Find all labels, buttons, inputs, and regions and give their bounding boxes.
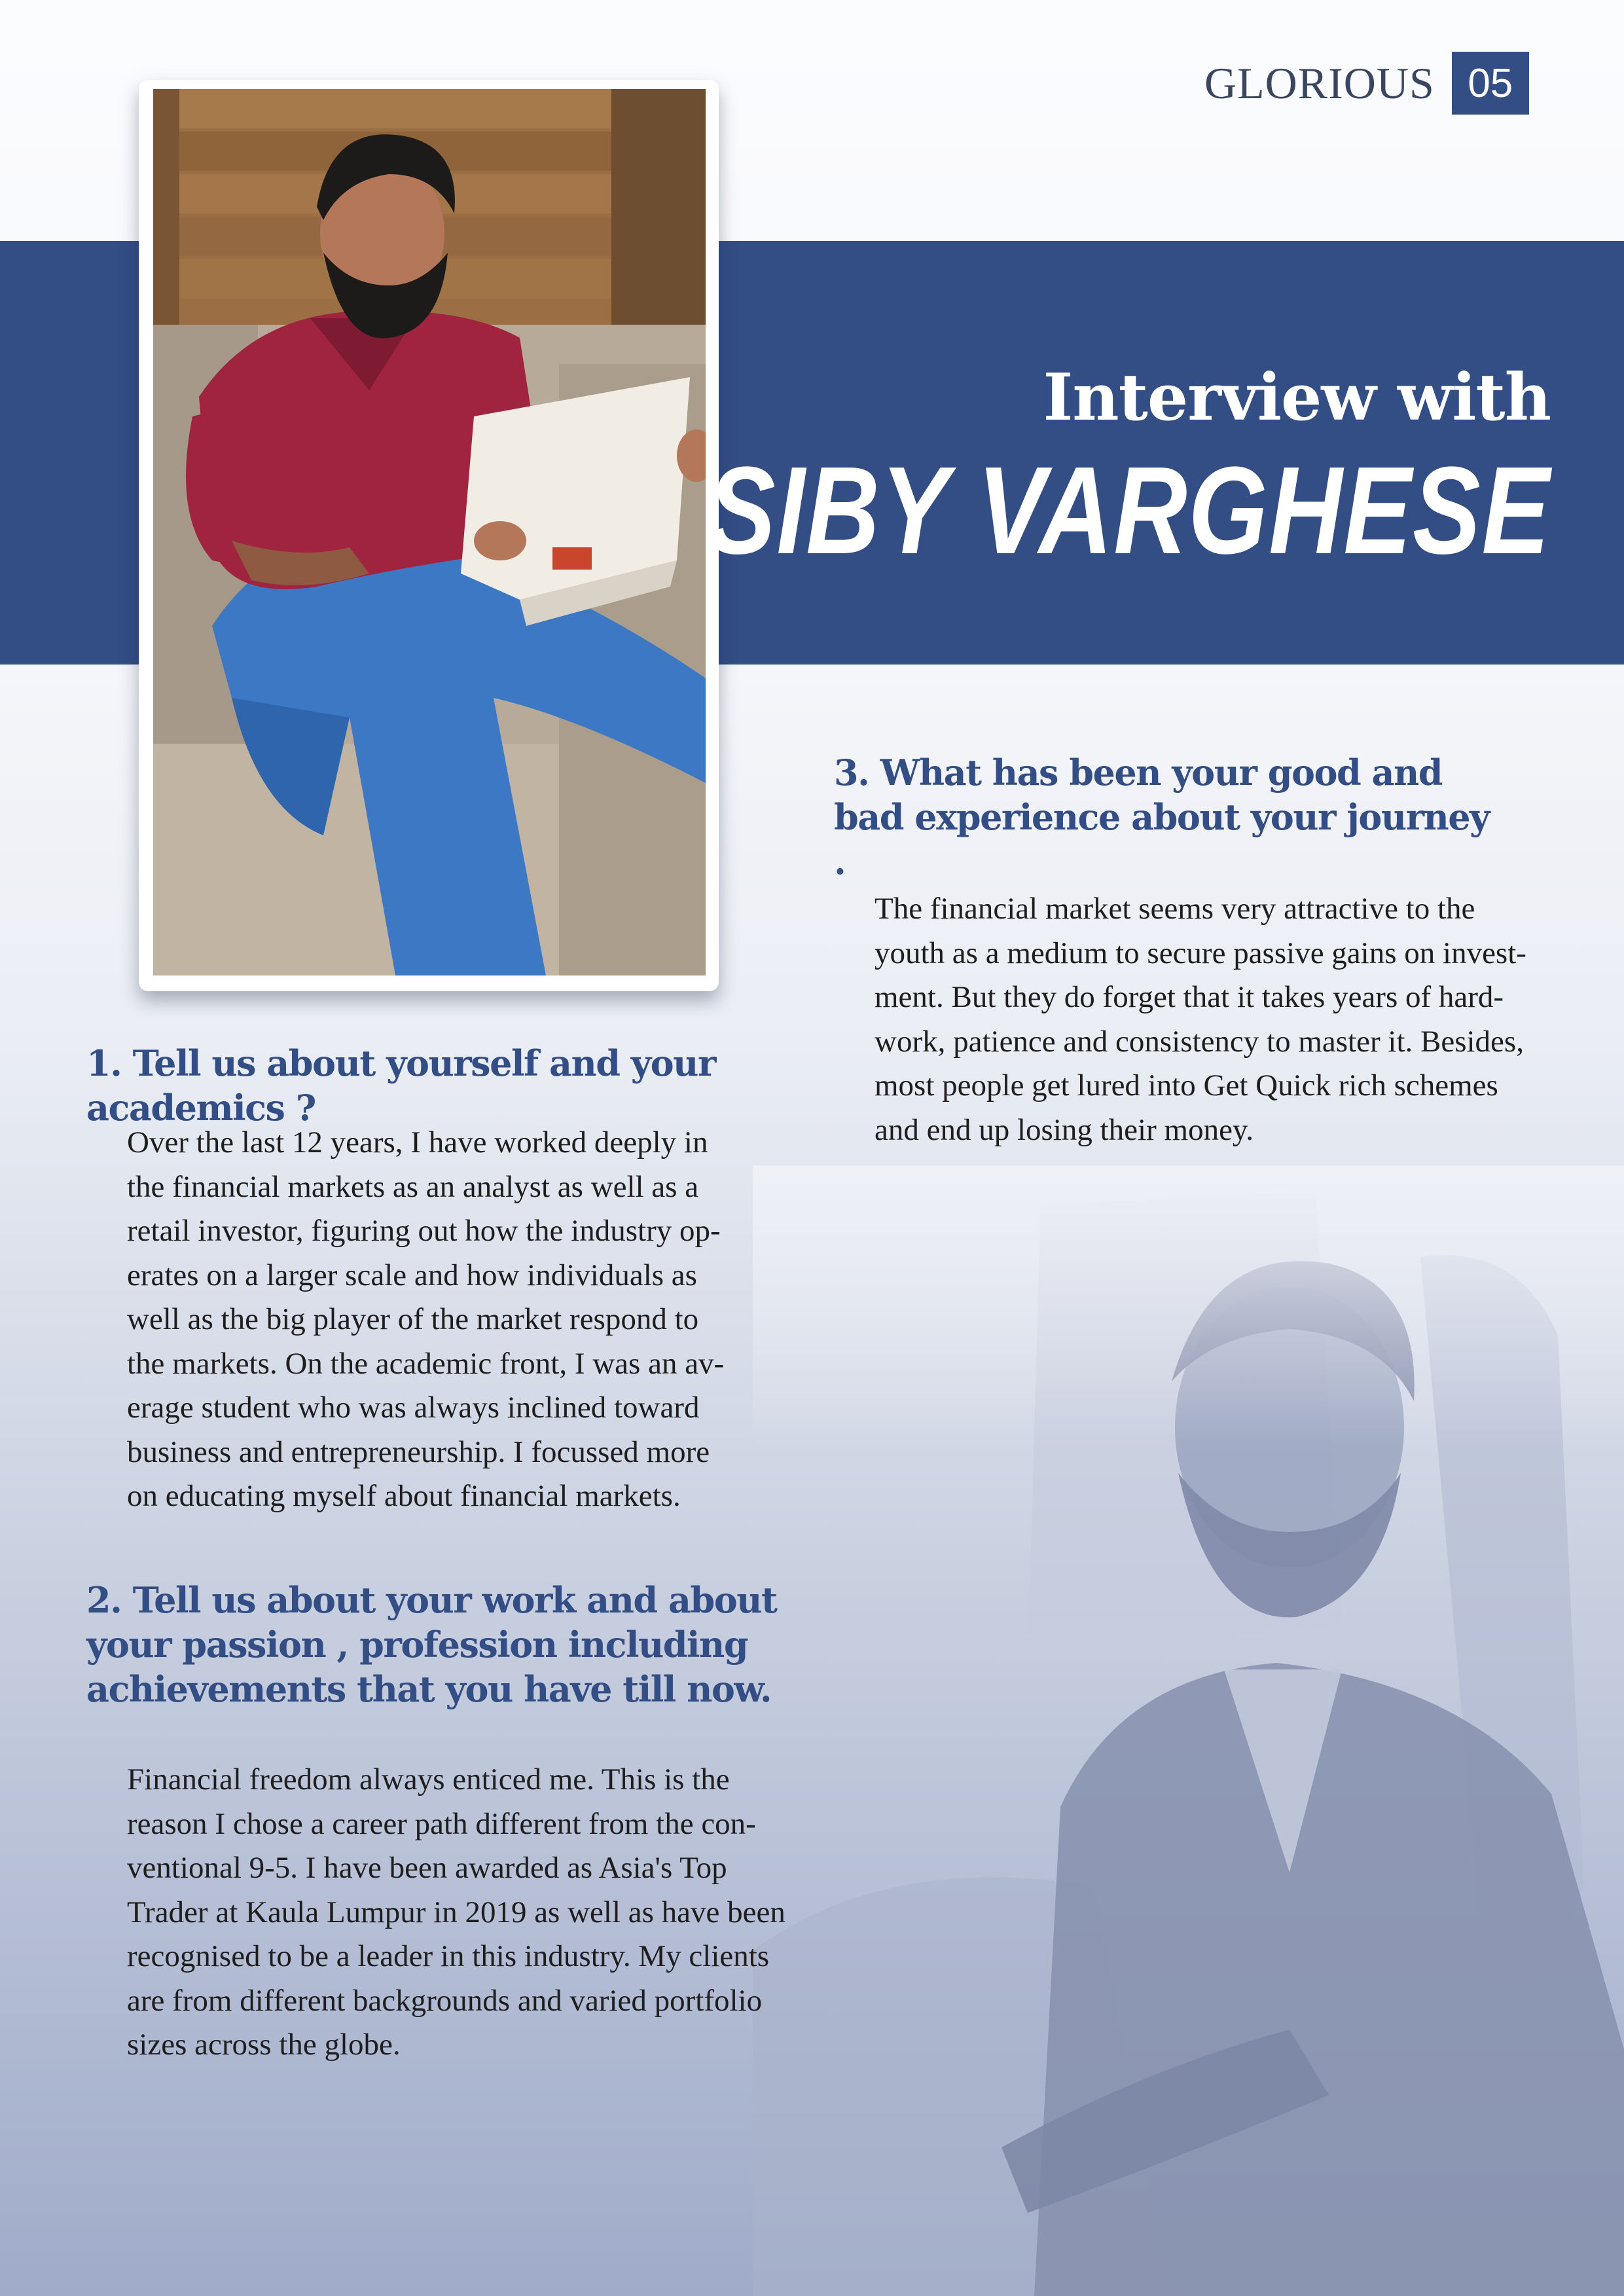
page-number: 05 — [1452, 52, 1529, 115]
portrait-photo — [153, 89, 706, 975]
magazine-logo — [1204, 51, 1529, 115]
question-2: 2. Tell us about your work and about your passion , profession including achievements that you have till now. — [86, 1579, 777, 1710]
interviewee-name: SIBY VARGHESE — [707, 441, 1551, 580]
answer-1: Over the last 12 years, I have worked deeply in the financial markets as an analyst as well as a retail investor, figuring out how the industry op- erates on a larger scale and how individuals as well as the big player of the market respond to the markets. On the academic front, I was an av- erage student who was always inclined toward business and entrepreneurship. I focussed more on educating myself about financial markets. — [127, 1125, 725, 1513]
question-3: 3. What has been your good and bad experience about your journey . — [834, 752, 1490, 883]
answer-2: Financial freedom always enticed me. This is the reason I chose a career path different from the con- ventional 9-5. I have been awarded as Asia's Top Trader at Kaula Lumpur in 2019 as well as have been recognised to be a leader in this industry. My clients are from different backgrounds and varied portfolio sizes across the globe. — [127, 1762, 785, 2062]
interview-heading: Interview with — [1043, 360, 1551, 435]
answer-3: The financial market seems very attractive to the youth as a medium to secure passive gains on invest- ment. But they do forget that it takes years of hard- work, patience and consistency to master it. Besides, most people get lured into Get Quick rich schemes and end up losing their money. — [875, 892, 1526, 1147]
question-1: 1. Tell us about yourself and your academics ? — [86, 1042, 715, 1129]
background-portrait-image — [753, 1165, 1624, 2296]
portrait-photo-card — [139, 80, 719, 991]
logo-text: GLORIOUS — [1204, 58, 1435, 108]
